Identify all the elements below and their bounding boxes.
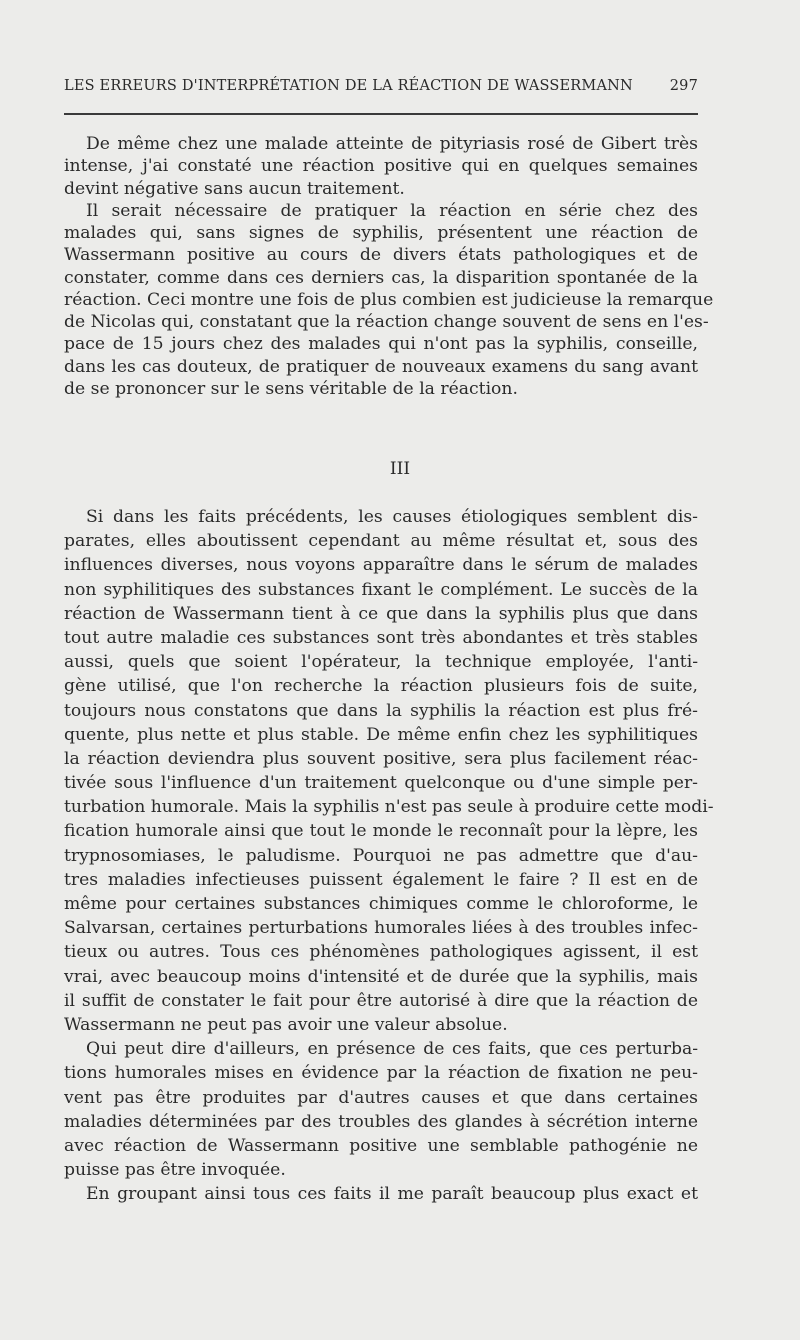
text-line: maladies déterminées par des troubles des glandes à sécrétion interne [64,1111,698,1132]
text-line: Il serait nécessaire de pratiquer la réaction en série chez des [86,200,698,221]
text-line: tres maladies infectieuses puissent également le faire ? Il est en de [64,869,698,890]
section-heading: III [389,459,411,479]
text-line: malades qui, sans signes de syphilis, présentent une réaction de [64,223,698,243]
text-line: tieux ou autres. Tous ces phénomènes pathologiques agissent, il est [64,942,698,963]
text-line: non syphilitiques des substances fixant le complément. Le succès de la [64,579,698,600]
text-line: quente, plus nette et plus stable. De même enfin chez les syphilitiques [64,724,698,745]
text-line: Wassermann positive au cours de divers états pathologiques et de [64,245,698,266]
text-line: aussi, quels que soient l'opérateur, la technique employée, l'anti- [64,652,698,673]
text-line: Si dans les faits précédents, les causes étiologiques semblent dis- [86,507,698,527]
text-line: devint négative sans aucun traitement. [64,178,405,199]
text-line: trypnosomiases, le paludisme. Pourquoi ne pas admettre que d'au- [64,845,698,866]
text-line: vrai, avec beaucoup moins d'intensité et de durée que la syphilis, mais [64,966,698,987]
text-line: vent pas être produites par d'autres causes et que dans certaines [64,1087,698,1108]
text-block-2 [64,505,714,1206]
text-line: De même chez une malade atteinte de pityriasis rosé de Gibert très [86,134,698,154]
header-rule [64,113,698,115]
text-line: intense, j'ai constaté une réaction positive qui en quelques semaines [64,156,698,177]
text-line: dans les cas douteux, de pratiquer de nouveaux examens du sang avant [64,356,698,377]
text-line: réaction. Ceci montre une fois de plus combien est judicieuse la remarque [64,289,714,310]
text-line: En groupant ainsi tous ces faits il me paraît beaucoup plus exact et [86,1184,698,1205]
text-line: tions humorales mises en évidence par la réaction de fixation ne peu- [64,1063,698,1084]
text-line: de se prononcer sur le sens véritable de la réaction. [64,378,518,399]
text-line: même pour certaines substances chimiques comme le chloroforme, le [64,894,698,914]
text-line: Salvarsan, certaines perturbations humorales liées à des troubles infec- [64,918,698,939]
text-line: Wassermann ne peut pas avoir une valeur absolue. [64,1014,508,1035]
running-header [64,78,698,100]
text-line: réaction de Wassermann tient à ce que dans la syphilis plus que dans [64,603,698,624]
text-line: influences diverses, nous voyons apparaître dans le sérum de malades [64,555,698,576]
text-line: tivée sous l'influence d'un traitement quelconque ou d'une simple per- [64,773,698,794]
text-line: tout autre maladie ces substances sont très abondantes et très stables [64,627,698,648]
text-line: puisse pas être invoquée. [64,1160,286,1181]
text-line: gène utilisé, que l'on recherche la réaction plusieurs fois de suite, [64,676,698,697]
text-line: de Nicolas qui, constatant que la réaction change souvent de sens en l'es- [64,312,709,332]
text-line: parates, elles aboutissent cependant au même résultat et, sous des [64,531,698,552]
text-block-1 [64,133,714,400]
text-line: avec réaction de Wassermann positive une semblable pathogénie ne [64,1135,698,1156]
text-line: turbation humorale. Mais la syphilis n'est pas seule à produire cette modi- [64,797,714,818]
text-line: pace de 15 jours chez des malades qui n'ont pas la syphilis, conseille, [64,334,698,355]
text-line: toujours nous constatons que dans la syphilis la réaction est plus fré- [64,700,698,721]
page-number: 297 [669,78,698,94]
text-line: Qui peut dire d'ailleurs, en présence de ces faits, que ces perturba- [86,1039,698,1060]
text-line: la réaction deviendra plus souvent positive, sera plus facilement réac- [64,748,698,769]
running-title: LES ERREURS D'INTERPRÉTATION DE LA RÉACTION DE WASSERMANN [64,78,633,94]
text-line: fication humorale ainsi que tout le monde le reconnaît pour la lèpre, les [64,821,698,842]
text-line: il suffit de constater le fait pour être autorisé à dire que la réaction de [64,990,698,1011]
text-line: constater, comme dans ces derniers cas, la disparition spontanée de la [64,267,698,288]
